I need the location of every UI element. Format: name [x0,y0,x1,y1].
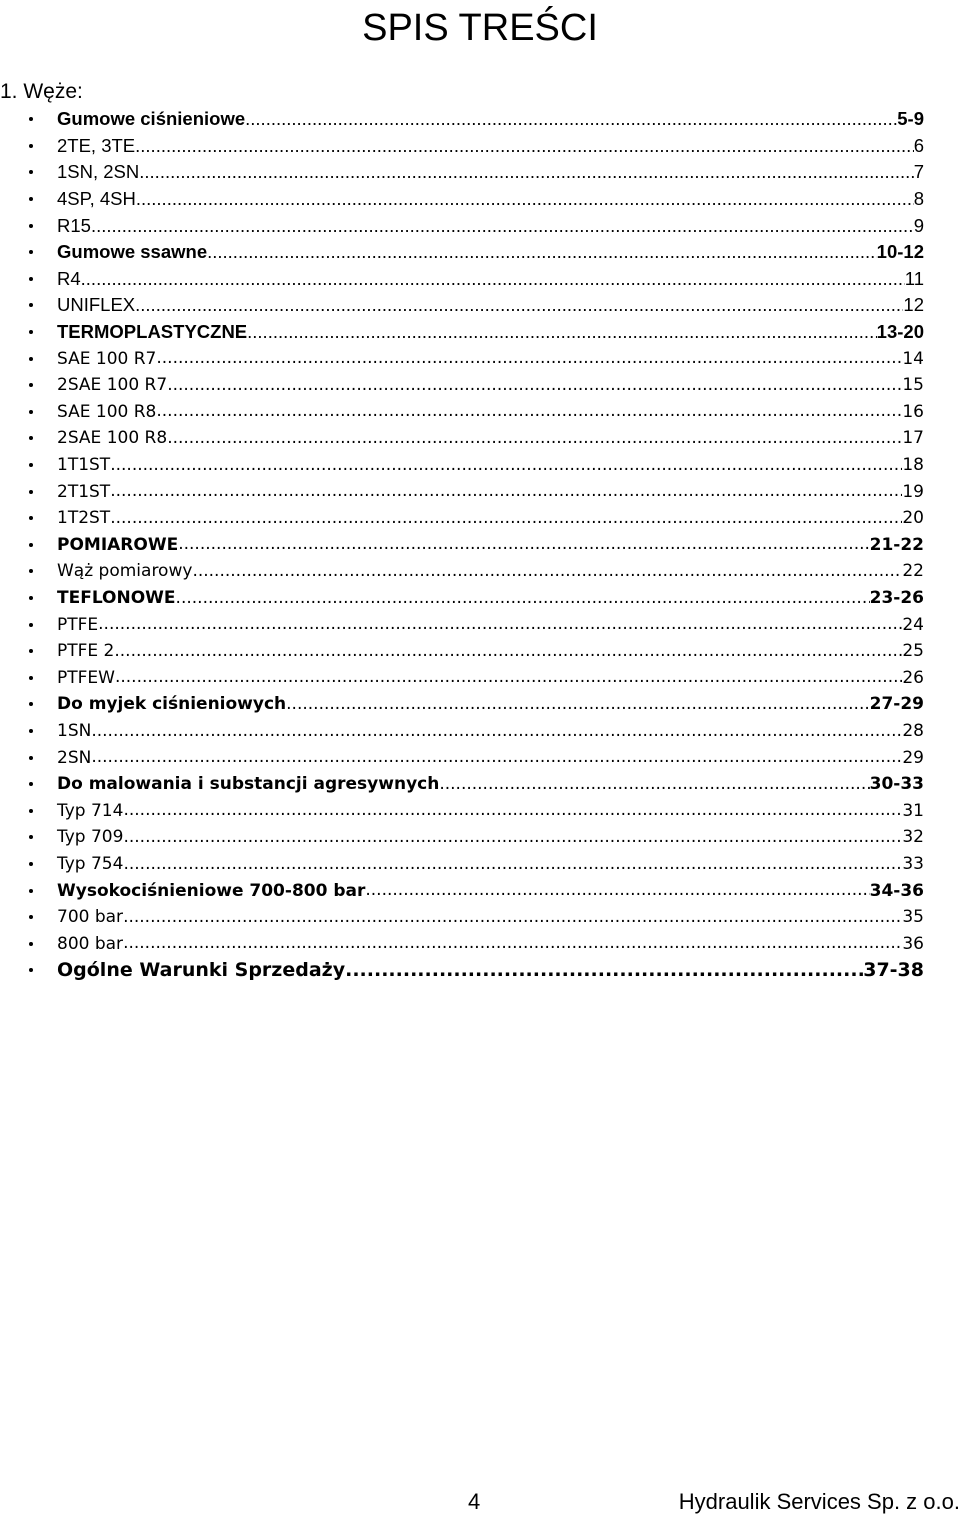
toc-entry-label: R15 [57,214,91,236]
toc-dot-leader [192,562,902,581]
toc-dot-leader [207,242,877,262]
toc-entry-page: 26 [902,667,924,688]
toc-dot-leader [123,934,902,953]
toc-dot-leader [139,162,913,182]
toc-entry-row [57,904,924,931]
toc-dot-leader [167,429,902,448]
toc-entry[interactable] [0,478,960,505]
toc-dot-leader [110,456,902,475]
toc-entry-page: 33 [902,853,924,874]
toc-dot-leader [115,668,902,687]
bullet-icon [29,463,33,467]
toc-entry-row [57,585,924,612]
bullet-icon [29,756,33,760]
toc-entry-page: 22 [902,561,924,582]
toc-entry-page: 35 [902,907,924,928]
toc-entry-row [57,558,924,585]
bullet-icon [29,144,33,148]
toc-entry[interactable] [0,851,960,878]
bullet-icon [29,915,33,919]
toc-entry-label: TEFLONOWE [57,587,176,608]
bullet-icon [29,968,33,972]
toc-entry-page: 34-36 [869,880,924,901]
toc-entry-row [57,771,924,798]
toc-dot-leader [136,189,914,209]
toc-entry[interactable] [0,558,960,585]
bullet-icon [29,410,33,414]
toc-entry-row [57,691,924,718]
toc-entry-page: 11 [904,267,924,289]
toc-entry-row [57,399,924,426]
toc-entry-page: 6 [913,134,924,156]
toc-entry-page: 31 [902,800,924,821]
bullet-icon [29,303,33,307]
toc-entry[interactable] [0,372,960,399]
toc-entry-label: PTFE [57,614,99,635]
page-title: SPIS TREŚCI [362,7,598,49]
toc-dot-leader [123,908,902,927]
toc-dot-leader [135,295,903,315]
toc-dot-leader [98,615,902,634]
toc-entry-label: Gumowe ssawne [57,241,208,263]
toc-entry-row [57,797,924,824]
toc-entry-label: TERMOPLASTYCZNE [57,321,248,343]
toc-entry-label: 4SP, 4SH [57,188,136,210]
toc-entry[interactable] [0,904,960,931]
toc-entry-row [57,425,924,452]
toc-dot-leader [176,589,870,608]
toc-entry-row [57,186,924,213]
bullet-icon [29,330,33,334]
toc-dot-leader [91,216,914,236]
toc-entry-label: 2SN [57,747,92,768]
toc-entry-label: Typ 709 [57,827,124,848]
toc-entry[interactable] [0,133,960,160]
bullet-icon [29,809,33,813]
bullet-icon [29,569,33,573]
toc-entry-label: PTFEW [57,667,115,688]
toc-entry-label: 2T1ST [57,481,111,502]
toc-entry[interactable] [0,239,960,266]
toc-entry-label: Do myjek ciśnieniowych [57,694,287,715]
bullet-icon [29,596,33,600]
toc-entry-page: 15 [902,375,924,396]
toc-entry-page: 27-29 [869,694,924,715]
bullet-icon [29,490,33,494]
toc-entry-label: PTFE 2 [57,641,115,662]
bullet-icon [29,835,33,839]
toc-dot-leader [123,801,902,820]
toc-entry[interactable] [0,877,960,904]
toc-entry[interactable] [0,292,960,319]
toc-entry-label: R4 [57,267,81,289]
toc-entry[interactable] [0,532,960,559]
toc-entry-row [57,106,924,133]
toc-entry-row [57,212,924,239]
bullet-icon [29,436,33,440]
toc-entry-label: 1T1ST [57,455,111,476]
bullet-icon [29,117,33,121]
toc-dot-leader [178,535,869,554]
bullet-icon [29,516,33,520]
toc-entry-page: 28 [902,720,924,741]
bullet-icon [29,197,33,201]
toc-entry-row [57,611,924,638]
bullet-icon [29,702,33,706]
footer-page-number: 4 [468,1489,481,1514]
toc-entry[interactable] [0,505,960,532]
toc-dot-leader [247,322,877,342]
toc-entry-page: 37-38 [863,959,924,982]
toc-dot-leader [110,482,902,501]
toc-entry[interactable] [0,319,960,346]
toc-entry[interactable] [0,266,960,293]
toc-entry-page: 7 [913,161,924,183]
toc-dot-leader [114,642,902,661]
toc-entry-label: Typ 714 [57,800,124,821]
toc-entry-page: 8 [913,188,924,210]
toc-entry[interactable] [0,159,960,186]
toc-entry[interactable] [0,452,960,479]
toc-entry-page: 21-22 [869,534,924,555]
toc-entry-label: 2SAE 100 R7 [57,375,168,396]
toc-entry-label: Do malowania i substancji agresywnych [57,774,440,795]
toc-dot-leader [156,349,902,368]
toc-entry-row [57,478,924,505]
toc-entry[interactable] [0,824,960,851]
toc-dot-leader [110,509,902,528]
toc-entry-page: 14 [902,348,924,369]
toc-entry-page: 19 [902,481,924,502]
toc-entry-row [57,957,924,984]
toc-entry-label: 1T2ST [57,508,111,529]
toc-dot-leader [245,109,897,129]
toc-entry-page: 18 [902,455,924,476]
toc-entry-page: 17 [902,428,924,449]
toc-entry-page: 30-33 [869,774,924,795]
toc-entry-row [57,664,924,691]
toc-entry[interactable] [0,106,960,133]
bullet-icon [29,676,33,680]
table-of-contents [0,106,960,984]
toc-entry-row [57,877,924,904]
bullet-icon [29,357,33,361]
bullet-icon [29,782,33,786]
section-heading: 1. Węże: [0,80,83,103]
toc-dot-leader [123,828,902,847]
toc-entry-row [57,532,924,559]
bullet-icon [29,383,33,387]
toc-entry[interactable] [0,611,960,638]
bullet-icon [29,889,33,893]
toc-entry[interactable] [0,186,960,213]
toc-entry-page: 5-9 [897,108,924,130]
toc-entry[interactable] [0,399,960,426]
toc-entry-page: 32 [902,827,924,848]
toc-entry[interactable] [0,664,960,691]
toc-entry-label: 700 bar [57,907,124,928]
toc-entry[interactable] [0,771,960,798]
bullet-icon [29,729,33,733]
toc-entry-page: 23-26 [869,587,924,608]
toc-entry-row [57,266,924,293]
toc-entry-page: 10-12 [876,241,924,263]
toc-dot-leader [167,376,902,395]
toc-entry[interactable] [0,585,960,612]
bullet-icon [29,942,33,946]
toc-entry-page: 12 [903,294,924,316]
toc-entry-label: 2TE, 3TE [57,134,136,156]
toc-entry[interactable] [0,930,960,957]
toc-entry-label: 2SAE 100 R8 [57,428,168,449]
toc-entry-row [57,718,924,745]
toc-entry-label: POMIAROWE [57,534,179,555]
toc-entry-page: 16 [902,401,924,422]
bullet-icon [29,649,33,653]
toc-entry[interactable] [0,797,960,824]
toc-entry-page: 25 [902,641,924,662]
toc-entry-row [57,372,924,399]
toc-entry-label: UNIFLEX [57,294,136,316]
bullet-icon [29,543,33,547]
toc-entry-label: SAE 100 R7 [57,348,157,369]
toc-entry[interactable] [0,345,960,372]
toc-entry-page: 29 [902,747,924,768]
toc-entry-row [57,133,924,160]
bullet-icon [29,250,33,254]
toc-dot-leader [156,402,902,421]
toc-entry-label: 1SN [57,720,92,741]
bullet-icon [29,862,33,866]
toc-dot-leader [439,775,869,794]
toc-entry-row [57,345,924,372]
toc-entry[interactable] [0,691,960,718]
toc-entry-row [57,452,924,479]
toc-entry-row [57,638,924,665]
bullet-icon [29,224,33,228]
toc-entry-page: 9 [913,214,924,236]
toc-entry[interactable] [0,425,960,452]
toc-dot-leader [135,136,914,156]
toc-dot-leader [365,881,869,900]
toc-entry-label: 1SN, 2SN [57,161,140,183]
toc-entry-page: 20 [902,508,924,529]
toc-entry-page: 24 [902,614,924,635]
toc-dot-leader [81,269,905,289]
toc-entry-row [57,851,924,878]
toc-entry-label: Gumowe ciśnieniowe [57,108,246,130]
bullet-icon [29,170,33,174]
toc-entry-row [57,239,924,266]
toc-dot-leader [91,748,902,767]
toc-entry[interactable] [0,212,960,239]
bullet-icon [29,623,33,627]
toc-entry-row [57,292,924,319]
toc-entry[interactable] [0,957,960,984]
toc-entry[interactable] [0,638,960,665]
toc-dot-leader [123,855,902,874]
toc-entry[interactable] [0,744,960,771]
toc-entry-label: Wysokociśnieniowe 700-800 bar [57,880,366,901]
toc-entry-label: SAE 100 R8 [57,401,157,422]
toc-entry-row [57,744,924,771]
toc-dot-leader [345,960,863,981]
toc-entry[interactable] [0,718,960,745]
toc-entry-label: Typ 754 [57,853,124,874]
toc-dot-leader [286,695,869,714]
toc-entry-row [57,319,924,346]
toc-entry-row [57,824,924,851]
toc-dot-leader [91,722,902,741]
toc-entry-label: 800 bar [57,933,124,954]
footer-company-name: Hydraulik Services Sp. z o.o. [678,1489,960,1514]
toc-entry-label: Ogólne Warunki Sprzedaży [57,959,346,982]
toc-entry-page: 36 [902,933,924,954]
toc-entry-row [57,930,924,957]
toc-entry-page: 13-20 [876,321,924,343]
bullet-icon [29,277,33,281]
toc-entry-row [57,159,924,186]
toc-entry-label: Wąż pomiarowy [57,561,193,582]
toc-entry-row [57,505,924,532]
